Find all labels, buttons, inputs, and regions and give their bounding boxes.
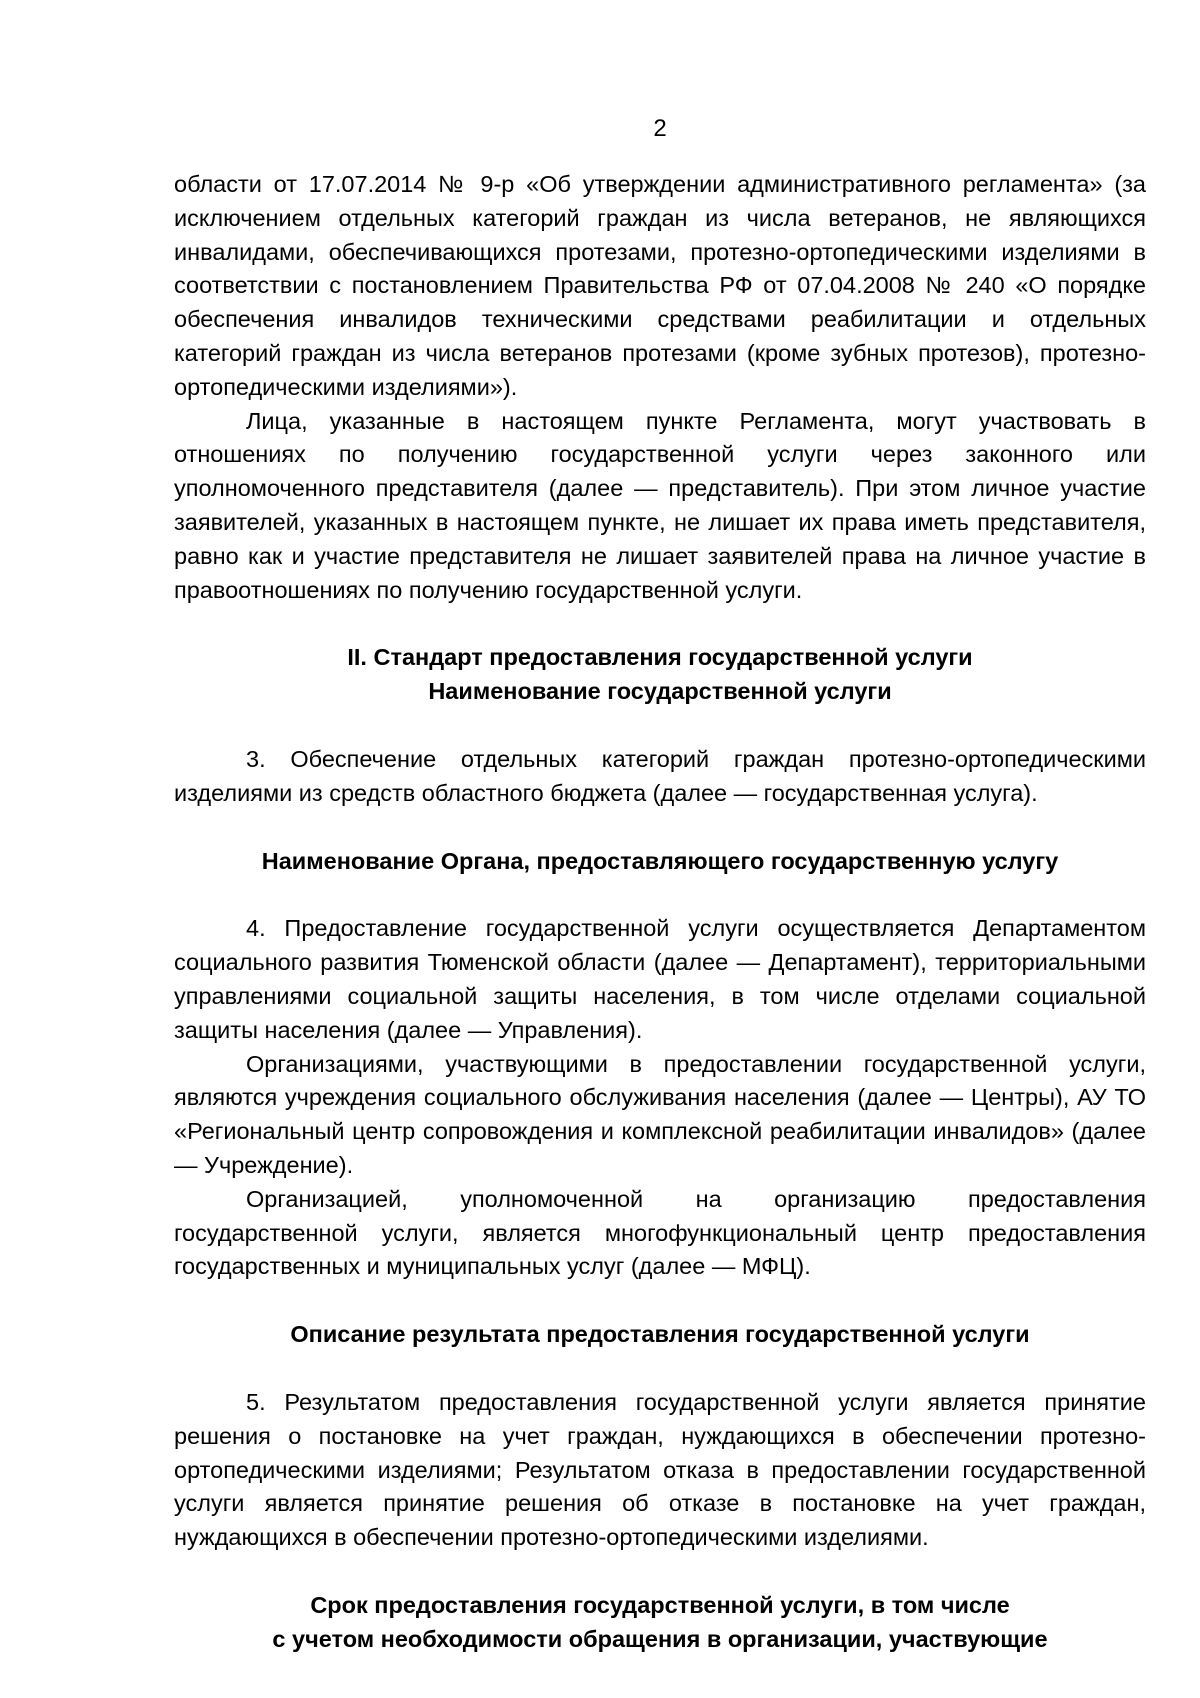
section-heading-term [174,1589,1146,1657]
section-heading-result [174,1318,1146,1352]
paragraph-intro-continuation: области от 17.07.2014 № 9-р «Об утверждении административного регламента» (за исключением отдельных категорий граждан из числа ветеранов, не являющихся инвалидами, обеспечивающихся протезами, протезно-ортопедическими изделиями в соответствии с постановлением Правительства РФ от 07.04.2008 № 240 «О порядке обеспечения инвалидов техническими средствами реабилитации и отдельных категорий граждан из числа ветеранов протезами (кроме зубных протезов), протезно-ортопедическими изделиями»). [174,171,1146,400]
paragraph-department: 4. Предоставление государственной услуги осуществляется Департаментом социального развития Тюменской области (далее — Департамент), территориальными управлениями социальной защиты населения, в том числе отделами социальной защиты населения (далее — Управления). [174,915,1146,1043]
heading-line: с учетом необходимости обращения в организации, участвующие [272,1625,1048,1652]
section-heading-authority [174,845,1146,879]
paragraph-result: 5. Результатом предоставления государственной услуги является принятие решения о постановке на учет граждан, нуждающихся в обеспечении протезно-ортопедическими изделиями; Результатом отказа в предоставлении государственной услуги является принятие решения об отказе в постановке на учет граждан, нуждающихся в обеспечении протезно-ортопедическими изделиями. [174,1388,1146,1551]
heading-line: II. Стандарт предоставления государственной услуги [347,644,973,671]
heading-line: Наименование государственной услуги [428,678,892,705]
section-heading-standard [174,641,1146,709]
heading-line: Срок предоставления государственной услуги, в том числе [310,1591,1010,1618]
document-body [174,168,1146,1656]
paragraph-service-name: 3. Обеспечение отдельных категорий граждан протезно-ортопедическими изделиями из средств областного бюджета (далее — государственная услуга). [174,745,1146,806]
paragraph-mfc: Организацией, уполномоченной на организацию предоставления государственной услуги, является многофункциональный центр предоставления государственных и муниципальных услуг (далее — МФЦ). [174,1185,1146,1280]
paragraph-organizations: Организациями, участвующими в предоставлении государственной услуги, являются учреждения социального обслуживания населения (далее — Центры), АУ ТО «Региональный центр сопровождения и комплексной реабилитации инвалидов» (далее — Учреждение). [174,1050,1146,1178]
heading-line: Описание результата предоставления государственной услуги [290,1321,1030,1348]
page-number: 2 [653,115,667,142]
heading-line: Наименование Органа, предоставляющего государственную услугу [261,847,1059,874]
paragraph-representatives: Лица, указанные в настоящем пункте Регламента, могут участвовать в отношениях по получению государственной услуги через законного или уполномоченного представителя (далее — представитель). При этом личное участие заявителей, указанных в настоящем пункте, не лишает их права иметь представителя, равно как и участие представителя не лишает заявителей права на личное участие в правоотношениях по получению государственной услуги. [174,407,1146,603]
